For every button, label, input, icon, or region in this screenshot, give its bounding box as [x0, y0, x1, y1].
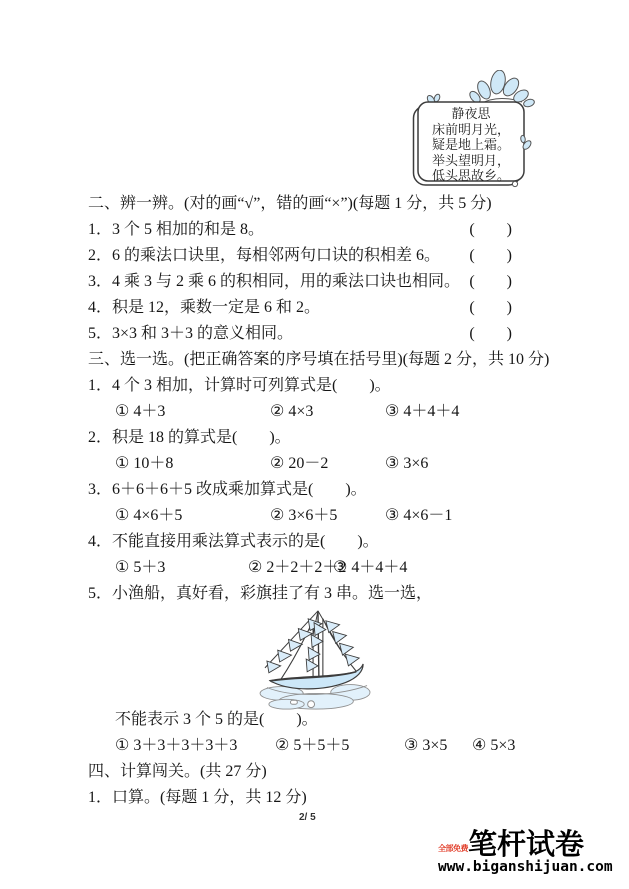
option: ① 4×6＋5 — [115, 507, 183, 524]
tf-item-text: 4．积是 12，乘数一定是 6 和 2。 — [88, 299, 321, 316]
question-3-text: 3．6＋6＋6＋5 改成乘加算式是( )。 — [88, 481, 367, 498]
question-4-options — [88, 555, 556, 581]
poem-line: 床前明月光， — [431, 121, 510, 137]
question-2-options — [88, 451, 556, 477]
answer-bracket: ( ) — [469, 221, 512, 238]
option: ③ 4×6－1 — [385, 507, 453, 524]
section3-header: 三、选一选。(把正确答案的序号填在括号里)(每题 2 分，共 10 分) — [88, 351, 550, 368]
worksheet-body — [88, 191, 556, 811]
tf-item-1 — [88, 217, 512, 243]
poem-box — [410, 70, 578, 200]
brand-logo: 笔杆试卷 — [468, 829, 585, 861]
option: ① 5＋3 — [115, 559, 166, 576]
question-5-text2: 不能表示 3 个 5 的是( )。 — [115, 711, 318, 728]
answer-bracket: ( ) — [469, 325, 512, 342]
section4-subheader: 1．口算。(每题 1 分，共 12 分) — [88, 789, 307, 806]
poem-line: 疑是地上霜。 — [431, 137, 510, 153]
option: ③ 3×5 — [404, 737, 448, 754]
tf-item-text: 3．4 乘 3 与 2 乘 6 的积相同，用的乘法口诀也相同。 — [88, 273, 461, 290]
poem-title: 静夜思 — [451, 106, 491, 121]
tf-item-2 — [88, 243, 512, 269]
section2-header: 二、辨一辨。(对的画“√”，错的画“×”)(每题 1 分，共 5 分) — [88, 195, 492, 212]
question-3-options — [88, 503, 556, 529]
option: ① 4＋3 — [115, 403, 166, 420]
option: ② 3×6＋5 — [270, 507, 338, 524]
sailboat-illustration — [88, 607, 556, 707]
question-1-options — [88, 399, 556, 425]
question-5-options — [88, 733, 556, 759]
tf-item-text: 5．3×3 和 3＋3 的意义相同。 — [88, 325, 294, 342]
option: ② 2＋2＋2＋2 — [248, 559, 347, 576]
option: ② 20－2 — [270, 455, 329, 472]
question-1-text: 1．4 个 3 相加，计算时可列算式是( )。 — [88, 377, 391, 394]
question-5-text: 5．小渔船，真好看，彩旗挂了有 3 串。选一选， — [88, 585, 433, 602]
tf-item-4 — [88, 295, 512, 321]
option: ① 3＋3＋3＋3＋3 — [115, 737, 238, 754]
poem-line: 低头思故乡。 — [431, 168, 510, 184]
option: ② 4×3 — [270, 403, 314, 420]
brand-url: www.biganshijuan.com — [438, 859, 613, 875]
section4-header: 四、计算闯关。(共 27 分) — [88, 763, 267, 780]
question-4-text: 4．不能直接用乘法算式表示的是( )。 — [88, 533, 379, 550]
sailboat-icon — [256, 607, 376, 715]
option: ② 5＋5＋5 — [275, 737, 350, 754]
tf-item-5 — [88, 321, 512, 347]
option: ④ 5×3 — [472, 737, 516, 754]
poem-line: 举头望明月， — [431, 152, 510, 168]
option: ③ 4＋4＋4 — [385, 403, 460, 420]
answer-bracket: ( ) — [469, 273, 512, 290]
tf-item-text: 1．3 个 5 相加的和是 8。 — [88, 221, 265, 238]
tf-item-3 — [88, 269, 512, 295]
brand-watermark — [438, 830, 629, 875]
option: ① 10＋8 — [115, 455, 174, 472]
option: ③ 4＋4＋4 — [333, 559, 408, 576]
page-number: 2/ 5 — [299, 812, 316, 823]
question-2-text: 2．积是 18 的算式是( )。 — [88, 429, 291, 446]
option: ③ 3×6 — [385, 455, 429, 472]
tf-item-text: 2．6 的乘法口诀里，每相邻两句口诀的积相差 6。 — [88, 247, 441, 264]
answer-bracket: ( ) — [469, 247, 512, 264]
brand-tagline: 全部免费 — [438, 844, 468, 853]
answer-bracket: ( ) — [469, 299, 512, 316]
